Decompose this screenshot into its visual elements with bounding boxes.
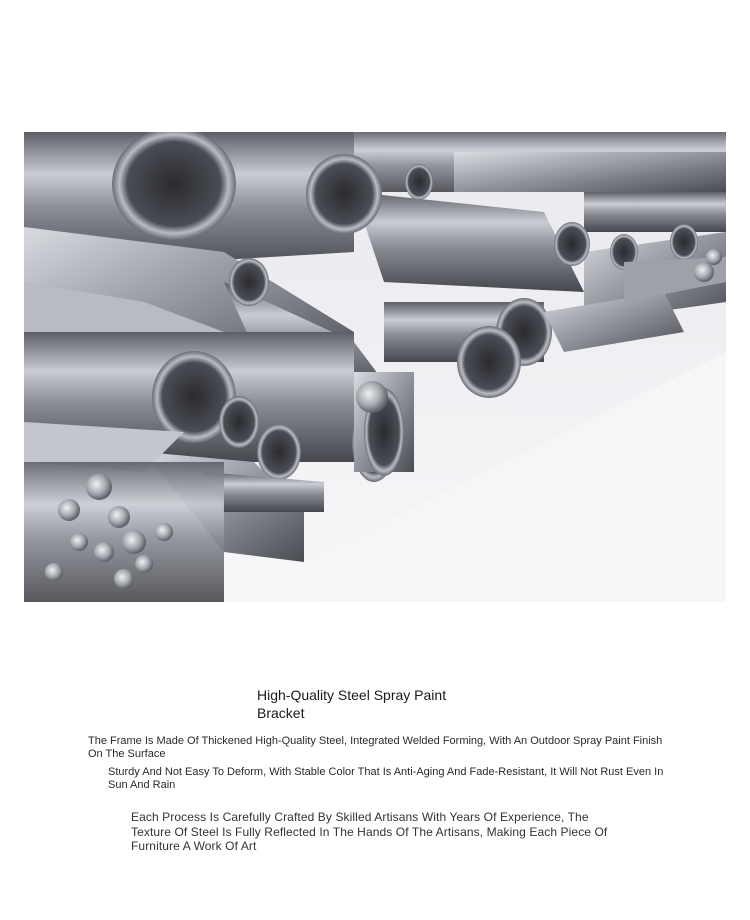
product-title: High-Quality Steel Spray Paint Bracket — [257, 687, 447, 721]
description-paragraph-durability: Sturdy And Not Easy To Deform, With Stable Color That Is Anti-Aging And Fade-Resistant, It Will Not Rust Even In Sun And Rain — [108, 766, 664, 791]
description-paragraph-craftsmanship: Each Process Is Carefully Crafted By Skilled Artisans With Years Of Experience, The Texture Of Steel Is Fully Reflected In The Hands Of The Artisans, Making Each Piece Of Furniture A Work Of Art — [131, 810, 608, 853]
steel-profiles-photo — [24, 132, 726, 602]
description-paragraph-frame: The Frame Is Made Of Thickened High-Quality Steel, Integrated Welded Forming, With An Outdoor Spray Paint Finish On The Surface — [88, 735, 663, 760]
steel-illustration — [24, 132, 726, 602]
